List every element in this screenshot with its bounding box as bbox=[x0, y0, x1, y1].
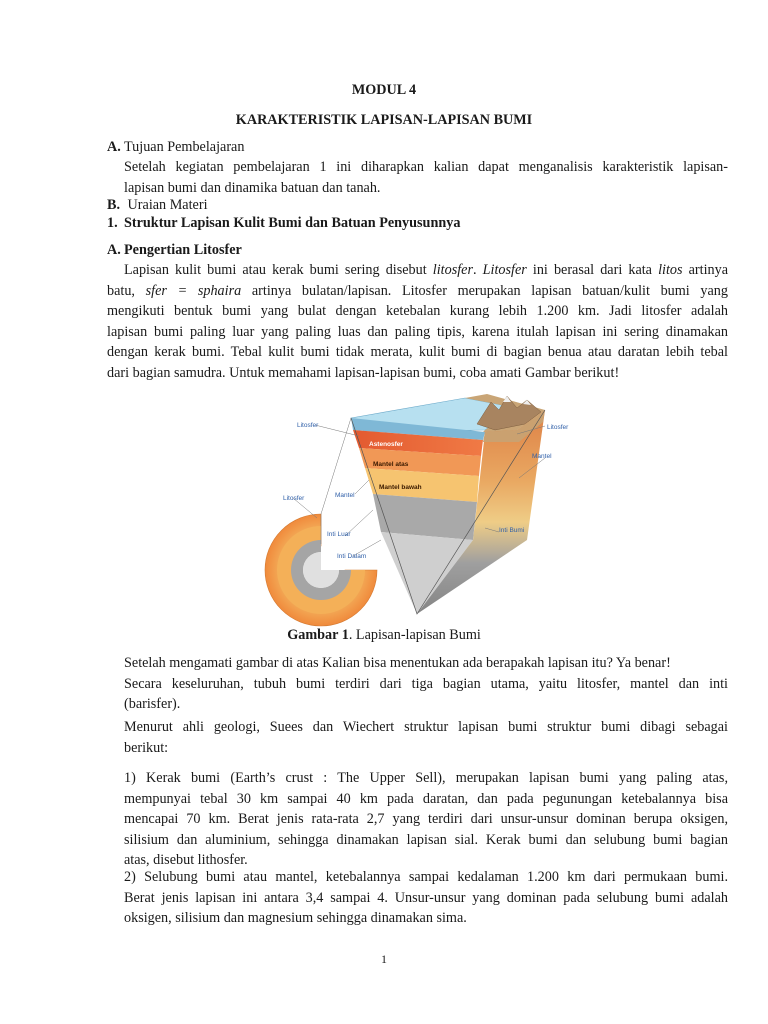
section-struktur bbox=[107, 213, 728, 234]
label-litosfer-top: Litosfer bbox=[297, 422, 319, 429]
section-heading: Uraian Materi bbox=[127, 197, 208, 213]
figure-caption bbox=[0, 625, 768, 646]
tujuan-paragraph bbox=[124, 157, 728, 198]
text-line: 1) Kerak bumi (Earth’s crust : The Upper Sell), merupakan lapisan bumi yang paling atas, bbox=[124, 770, 728, 786]
section-heading: Pengertian Litosfer bbox=[124, 242, 242, 258]
text-line: mengikuti bentuk bumi yang bulat dengan ketebalan kurang lebih 1.200 km. Jadi litosfer adalah bbox=[107, 303, 728, 319]
earth-layers-figure bbox=[255, 390, 569, 620]
label-litosfer-left: Litosfer bbox=[283, 495, 305, 502]
section-marker: A. bbox=[107, 139, 121, 155]
label-mantel-atas: Mantel atas bbox=[373, 461, 409, 468]
text-line: oksigen, silisium dan magnesium sehingga dinamakan sima. bbox=[124, 910, 467, 926]
text-line: lapisan bumi paling luar yang paling luas dan paling tipis, karena itulah lapisan ini sering dinamakan bbox=[107, 323, 728, 340]
text-line: silisium dan aluminium, sehingga dinamakan lapisan sial. Kerak bumi dan selubung bumi bagian bbox=[124, 831, 728, 848]
text-line: Setelah kegiatan pembelajaran 1 ini diharapkan kalian dapat menganalisis karakteristik lapisan- bbox=[124, 159, 728, 175]
label-inti-luar: Inti Luar bbox=[327, 531, 351, 538]
text-line: 2) Selubung bumi atau mantel, ketebalannya sampai kedalaman 1.200 km dari permukaan bumi. bbox=[124, 869, 728, 885]
label-inti-bumi: Inti Bumi bbox=[499, 527, 525, 534]
list-item bbox=[124, 768, 728, 871]
label-mantel-right: Mantel bbox=[532, 453, 552, 460]
section-pengertian bbox=[107, 240, 728, 261]
intro-paragraph bbox=[107, 260, 728, 383]
connector-line bbox=[315, 425, 359, 436]
section-marker: 1. bbox=[107, 215, 118, 231]
label-inti-dalam: Inti Dalam bbox=[337, 553, 367, 560]
text-line: Setelah mengamati gambar di atas Kalian bisa menentukan ada berapakah lapisan itu? Ya benar! bbox=[124, 655, 671, 671]
globe-inner-core bbox=[303, 552, 339, 588]
caption-text: . Lapisan-lapisan Bumi bbox=[348, 627, 481, 643]
module-number: MODUL 4 bbox=[351, 82, 417, 98]
caption-label: Gambar 1 bbox=[287, 627, 349, 643]
text-line: mencapai 70 km. Berat jenis rata-rata 2,7 yang terdiri dari unsur-unsur dominan berupa oksigen, bbox=[124, 811, 728, 827]
text-line: berikut: bbox=[124, 739, 169, 756]
connector-line bbox=[355, 480, 369, 494]
label-mantel-bawah: Mantel bawah bbox=[379, 484, 422, 491]
label-mantel-left: Mantel bbox=[335, 492, 355, 499]
text-line: (barisfer). bbox=[124, 696, 181, 712]
text-line: Berat jenis lapisan ini antara 3,4 sampai 4. Unsur-unsur yang dominan pada selubung bumi adalah bbox=[124, 889, 728, 906]
section-heading: Struktur Lapisan Kulit Bumi dan Batuan Penyusunnya bbox=[124, 215, 461, 231]
section-tujuan bbox=[107, 137, 728, 158]
list-item bbox=[124, 867, 728, 929]
text-line: Secara keseluruhan, tubuh bumi terdiri dari tiga bagian utama, yaitu litosfer, mantel dan inti bbox=[124, 675, 728, 692]
after-figure-paragraph bbox=[124, 653, 728, 715]
text-line: lapisan bumi dan dinamika batuan dan tanah. bbox=[124, 179, 381, 196]
connector-line bbox=[321, 418, 351, 514]
section-marker: A. bbox=[107, 242, 121, 258]
page-title: KARAKTERISTIK LAPISAN-LAPISAN BUMI bbox=[235, 112, 533, 128]
label-litosfer-right: Litosfer bbox=[547, 424, 569, 431]
menurut-paragraph bbox=[124, 717, 728, 758]
text-line: Lapisan kulit bumi atau kerak bumi sering disebut litosfer. Litosfer ini berasal dari kata litos artinya bbox=[124, 262, 729, 278]
label-astenosfer: Astenosfer bbox=[369, 441, 403, 448]
text-line: dari bagian samudra. Untuk memahami lapisan-lapisan bumi, coba amati Gambar berikut! bbox=[107, 364, 620, 381]
text-line: Menurut ahli geologi, Suees dan Wiechert struktur lapisan bumi struktur bumi dibagi sebagai bbox=[124, 719, 728, 735]
text-line: mempunyai tebal 30 km sampai 40 km pada daratan, dan pada pegunungan ketebalannya bisa bbox=[124, 790, 728, 807]
page-number: 1 bbox=[381, 952, 387, 966]
text-line: atas, disebut lithosfer. bbox=[124, 852, 248, 868]
section-heading: Tujuan Pembelajaran bbox=[124, 139, 245, 155]
text-line: batu, sfer = sphaira artinya bulatan/lapisan. Litosfer merupakan lapisan batuan/kulit bumi yang bbox=[107, 282, 728, 299]
section-marker: B. bbox=[107, 197, 121, 213]
text-line: dengan kerak bumi. Tebal kulit bumi tidak merata, kulit bumi di bagian benua atau daratan lebih tebal bbox=[107, 344, 728, 360]
